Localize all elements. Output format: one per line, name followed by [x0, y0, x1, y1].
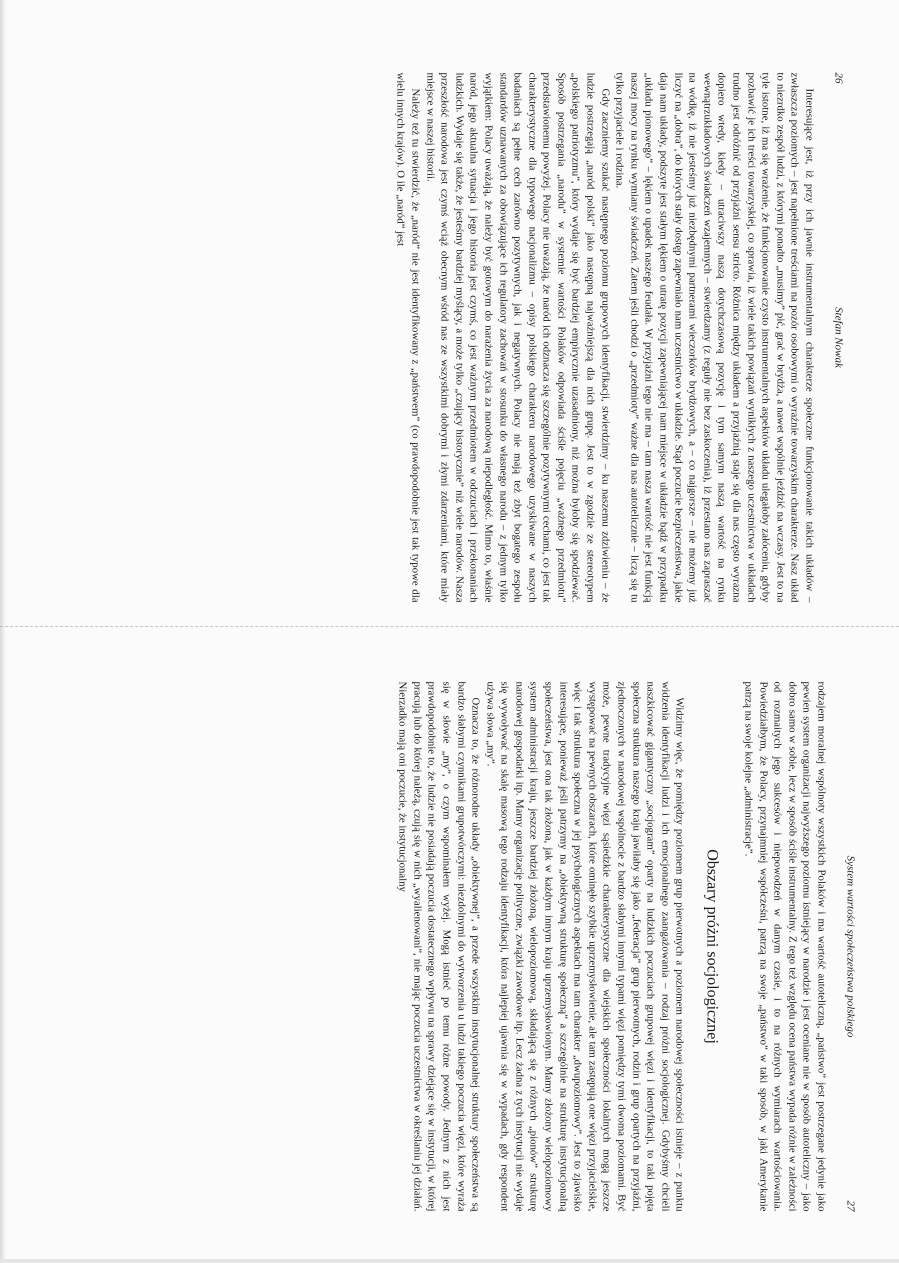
scan-bottom-edge: [0, 1259, 899, 1263]
section-heading: Obszary próżni socjologicznej: [703, 849, 721, 1044]
paragraph: Gdy zaczniemy szukać następnego poziomu grupowych identyfikacji, stwierdzimy – ku naszemu zdziwieniu – że ludzie postrzegają „naród polski” jako następną najważniejszą dla nich grupę. Jest to w zgodzie ze stereotypem „polskiego patriotyzmu”, który wydaje się być bardziej empirycznie uzasadniony, niż można byłoby się spodziewać. Sposób postrzegania „narodu” w systemie wartości Polaków odpowiada ściśle pojęciu „ważnego przedmiotu” przedstawionemu powyżej. Polacy nie uważają, że naród ich odznacza się szczególnie pozytywnymi cechami, co jest tak charakterystyczne dla typowego nacjonalizmu – opisy polskiego charakteru narodowego uzyskiwane w naszych badaniach są pełne cech zarówno pozytywnych, jak i negatywnych. Polacy nie mają też zbyt bogatego zespołu standardów uznawanych za obowiązujące ich regulatory zachowań w stosunku do własnego narodu – z jednym tylko wyjątkiem: Polacy uważają, że należy być gotowym do narażenia życia za narodową niepodległość. Mimo to, właśnie naród, jego aktualna sytuacja i jego historia jest czymś, co jest ważnym przedmiotem w odczuciach i przekonaniach ludzkich. Wydaje się także, że jesteśmy bardziej myślący, a może tylko „czujący historycznie” niż wiele narodów. Nasza przeszłość narodowa jest czymś wciąż obecnym wśród nas ze wszystkimi dobrymi i złymi zdarzeniami, które miały miejsce w naszej historii.: [424, 72, 612, 603]
page-header: [833, 73, 845, 603]
page-27: [12, 682, 857, 1212]
paragraph: Interesujące jest, iż przy ich jawnie instrumentalnym charakterze społeczne funkcjonowanie takich układów – zwłaszcza poziomych – jest napełnione treściami na pozór osobowymi o wyraźnie towarzyskim charakterze. Nasz układ to niezrdko zespół ludzi, z którymi ponadto „musimy” pić, grać w brydża, a nawet wspólnie jeździć na wczasy. Jest to na tyle istotne, iż ma się wrażenie, że funkcjonowanie czysto instrumentalnych aspektów układu ulegałoby załóceniu, gdyby pozbawić je ich treści towarzyskiej, co sprawia, iż wiele takich powiązań wynikłych z naszego uczestnictwa w układach trudno jest odróżnić od przyjaźni sensu stricto. Różnica między układem a przyjaźnią staje się dla nas często wyrazna dopiero wtedy, kiedy – utraciwszy naszą dotychczasową pozycję i tym samym naszą wartość na rynku wewnątrzukładowych świadczeń wzajemnych – stwierdzamy (z reguły nie bez zaskoczenia), iż przestano nas zapraszać na wódkę, iż nie jesteśmy już niezbędnymi partnerami wieczorków brydżowych, a – co najgorsze – nie możemy już liczyć na „dobra”, do których stały dostęp zapewniało nam uczestnictwo w układzie. Stąd poczucie bezpieczeństwa, jakie daja nam układy, podszyte jest stałym lękiem o utratę pozycji zapewniającej nam miejsce w układzie bądź w przypadku „układu pionowego” – lękiem o upadek naszego feudała. W przyjaźni tego nie ma – tam nasza wartość nie jest funkcją naszej mocy na rynku wymiany świadczeń. Zatem jeśli chodzi o „przedmioty” ważne dla nas autotelicznie – liczą się tu tylko przyjaciele i rodzina.: [613, 72, 816, 603]
running-head-author: Stefan Nowak: [832, 307, 845, 368]
page-fold-line: [0, 626, 899, 627]
page-body: [393, 73, 816, 603]
running-head-title: System wartości społeczeństwa polskiego: [844, 855, 857, 1038]
page-body: [395, 682, 828, 1212]
page-26: [0, 73, 845, 603]
paragraph: Oznacza to, że różnorodne układy „obiektywnej”, a przede wszystkim instytucjonalnej struktury społeczeństwa są bardzo słabymi czynnikami grupotwórczymi: niezdolnymi do wytworzenia u ludzi takiego poczucia więzi, które wyraża się w słowie „my”, o czym wspominałem wyżej. Mogą istnieć po temu różne powody. Jednym z nich jest prawdopodobnie to, że ludzie nie posiadają poczucia dostatecznego wpływu na sprawy dziejące się w instytucji, w której pracują lub do której należą, czują się w nich „wyalienowani”, nie mając poczucia uczestnictwa w określaniu jej działań. Nierzadko mają oni poczucie, że instytucjonalny: [396, 681, 482, 1212]
page-number: 26: [832, 72, 845, 84]
paragraph: rodzajem moralnej wspólnoty wszystkich Polaków i ma wartość autoteliczną, „państwo” jest postrzegane jedynie jako pewien system organizacji najwyższego poziomu istniejący w narodzie i jest oceniane nie w sposób autoteliczny – jako dobro samo w sobie, lecz w sposób ściśle instrumentalny. Z tego też względu ocena państwa wypada różnie w zależności od rozmaitych jego sukcesów i niepowodzeń w danym czasie, i to na różnych wymiarach wartościowania. Powiedziałbym, że Polacy, przynajmniej współcześni, patrzą na swoje „państwo” w taki sposób, w jaki Amerykanie patrzą na swoje kolejne „administracje”.: [742, 681, 828, 1212]
page-header: [845, 682, 857, 1212]
paragraph: Widzimy więc, że pomiędzy poziomem grup pierwotnych a poziomem narodowej społeczności istnieje – z punktu widzenia identyfikacji ludzi i ich emocjonalnego zaangażowania – rodzaj próżni socjologicznej. Gdybyśmy chcieli naszkicować gigantyczny „socjogram” oparty na ludzkich poczuciach grupowej więzi i identyfikacji, to taki pojęta społeczna struktura naszego kraju jawiłaby się jako „federacja” grup pierwotnych, rodzin i grup opartych na przyjaźni, zjednoczonych w narodowej wspólnocie z bardzo słabymi innymi typami więzi pomiędzy tymi dwoma poziomami. Być może, pewne tradycyjne więzi sąsiedzkie charakterystyczne dla wiejskich społeczności lokalnych mogą jeszcze występować na pewnych obszarach, które ominęło szybkie uprzemysłowienie, ale tam zastępują one więzi przyjacielskie, więc i tak struktura społeczna w jej psychologicznych aspektach ma tam charakter „dwupoziomowy”. Jest to zjawisko interesujące, ponieważ jeśli patrzymy na „obiektywną strukturę społeczną” a szczególnie na strukturę instytucjonalną społeczeństwa, jest ona tak złożona, jak w każdym innym kraju uprzemysłowionym. Mamy złożony wielopoziomowy system administracji kraju, jeszcze bardziej złożoną, wielopoziomową, składającą się z różnych „pionów” strukturę narodowej gospodarki itp. Mamy organizacje polityczne, związki zawodowe itp. Lecz żadna z tych instytucji nie wydaje się wywoływać na skalę masową tego rodzaju identyfikacji, która najlepiej ujawnia się w wypadach, gdy respondent używa słowa „my”.: [484, 681, 686, 1212]
paragraph: Należy też tu stwierdzić, że „naród” nie jest identyfikowany z „państwem” (co prawdopodobnie jest tak typowe dla wielu innych krajów). O ile „naród” jest: [394, 72, 422, 603]
page-number: 27: [844, 1200, 857, 1212]
